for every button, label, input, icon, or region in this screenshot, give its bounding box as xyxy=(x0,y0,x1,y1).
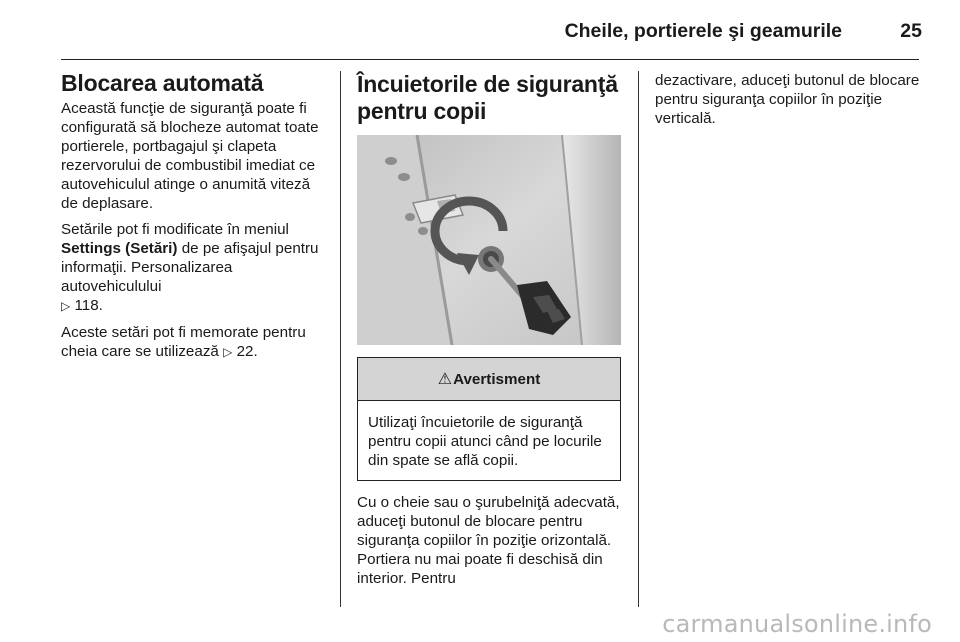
settings-text-a: Setările pot fi modificate în meniul xyxy=(61,221,289,238)
child-lock-instructions: Cu o cheie sau o şurubelniţă adecvată, aduceţi butonul de blocare pentru siguranţa copiilor în poziţie orizontală. Portiera nu mai poate fi deschisă din interior. Pentru xyxy=(357,494,620,587)
settings-menu-name: Settings (Setări) xyxy=(61,240,178,257)
settings-page-ref: 118. xyxy=(74,297,103,314)
middle-column xyxy=(357,71,625,595)
warning-box xyxy=(357,357,621,481)
memory-paragraph xyxy=(61,323,329,362)
page-number: 25 xyxy=(900,20,922,42)
memory-page-ref: 22. xyxy=(236,343,258,360)
page-reference-arrow-icon: ▷ xyxy=(61,299,71,313)
column-divider-right xyxy=(638,71,639,607)
left-column xyxy=(61,71,329,369)
child-lock-key-illustration xyxy=(357,135,621,345)
warning-title: Avertisment xyxy=(453,370,541,388)
column-divider-left xyxy=(340,71,341,607)
watermark: carmanualsonline.info xyxy=(662,610,932,638)
right-column xyxy=(655,71,923,135)
warning-text: Utilizaţi încuietorile de siguranţă pentru copii atunci când pe locurile din spate se află copii. xyxy=(368,414,602,469)
child-lock-illustration-svg xyxy=(357,135,621,345)
section-heading-child-locks: Încuietorile de siguranţă pentru copii xyxy=(357,71,618,124)
warning-triangle-icon: ⚠ xyxy=(437,370,453,388)
child-lock-deactivation: dezactivare, aduceţi butonul de blocare pentru siguranţa copiilor în poziţie verticală. xyxy=(655,72,920,127)
section-heading-auto-lock: Blocarea automată xyxy=(61,70,264,96)
auto-lock-description: Această funcţie de siguranţă poate fi configurată să blocheze automat toate portierele, portbagajul şi clapeta rezervorului de combustibil imediat ce autovehiculul atinge o anumită viteză de deplasare. xyxy=(61,100,319,212)
warning-header xyxy=(358,358,620,401)
settings-text-b: de pe afişajul pentru informaţii. Personalizarea autovehiculului xyxy=(61,240,319,295)
page-header-title: Cheile, portierele şi geamurile xyxy=(564,20,842,42)
settings-paragraph xyxy=(61,220,329,316)
header-rule xyxy=(61,59,919,60)
page-reference-arrow-icon: ▷ xyxy=(223,345,233,359)
memory-text: Aceste setări pot fi memorate pentru cheia care se utilizează xyxy=(61,324,306,360)
